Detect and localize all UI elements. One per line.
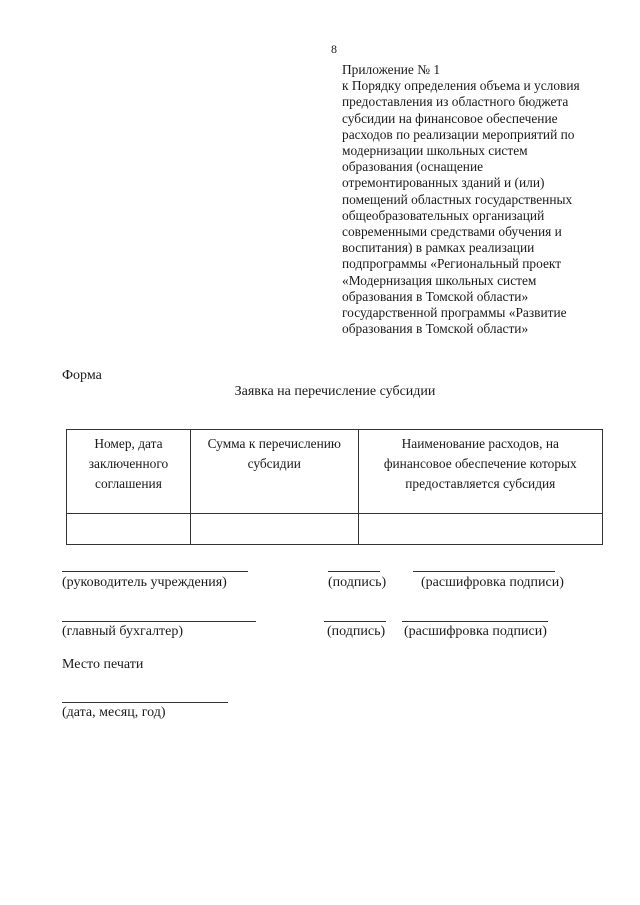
accountant-role-caption: (главный бухгалтер) (62, 624, 184, 639)
appendix-line: субсидии на финансовое обеспечение (342, 110, 558, 126)
appendix-line: общеобразовательных организаций (342, 207, 545, 223)
accountant-signature-caption: (подпись) (327, 624, 386, 639)
page-number: 8 (331, 42, 337, 56)
header-agreement: Номер, дата заключенного соглашения (67, 430, 191, 514)
table-header-row (67, 430, 603, 514)
table-cell[interactable] (190, 514, 358, 545)
accountant-decode-line (402, 621, 548, 622)
appendix-line: модернизации школьных систем (342, 143, 528, 159)
appendix-line: образования в Томской области» (342, 321, 529, 337)
header-amount: Сумма к перечислению субсидии (190, 430, 358, 514)
appendix-line: современными средствами обучения и (342, 224, 562, 240)
header-expense-name: Наименование расходов, на финансовое обеспечение которых предоставляется субсидия (358, 430, 602, 514)
head-role-line (62, 571, 248, 572)
table-cell[interactable] (358, 514, 602, 545)
appendix-line: государственной программы «Развитие (342, 305, 567, 321)
seal-place-label: Место печати (62, 657, 144, 672)
appendix-line: образования в Томской области» (342, 288, 529, 304)
date-line (62, 702, 228, 703)
head-signature-line (328, 571, 380, 572)
appendix-line: Приложение № 1 (342, 62, 441, 77)
appendix-line: образования (оснащение (342, 159, 484, 175)
appendix-line: отремонтированных зданий и (или) (342, 175, 545, 191)
appendix-line: «Модернизация школьных систем (342, 272, 537, 288)
accountant-signature-line (324, 621, 386, 622)
date-caption: (дата, месяц, год) (62, 705, 166, 720)
accountant-role-line (62, 621, 256, 622)
subsidy-request-table (66, 429, 603, 545)
table-cell[interactable] (67, 514, 191, 545)
appendix-line: подпрограммы «Региональный проект (342, 256, 562, 272)
head-decode-caption: (расшифровка подписи) (421, 575, 564, 590)
form-title: Заявка на перечисление субсидии (234, 384, 436, 399)
accountant-decode-caption: (расшифровка подписи) (404, 624, 547, 639)
head-role-caption: (руководитель учреждения) (62, 575, 227, 590)
head-decode-line (413, 571, 555, 572)
appendix-header (342, 62, 632, 337)
appendix-line: расходов по реализации мероприятий по (342, 126, 575, 142)
appendix-line: предоставления из областного бюджета (342, 94, 569, 110)
appendix-line: воспитания) в рамках реализации (342, 240, 535, 256)
head-signature-caption: (подпись) (328, 575, 387, 590)
appendix-line: помещений областных государственных (342, 191, 573, 207)
table-row (67, 514, 603, 545)
appendix-line: к Порядку определения объема и условия (342, 78, 580, 94)
form-label: Форма (62, 368, 102, 383)
